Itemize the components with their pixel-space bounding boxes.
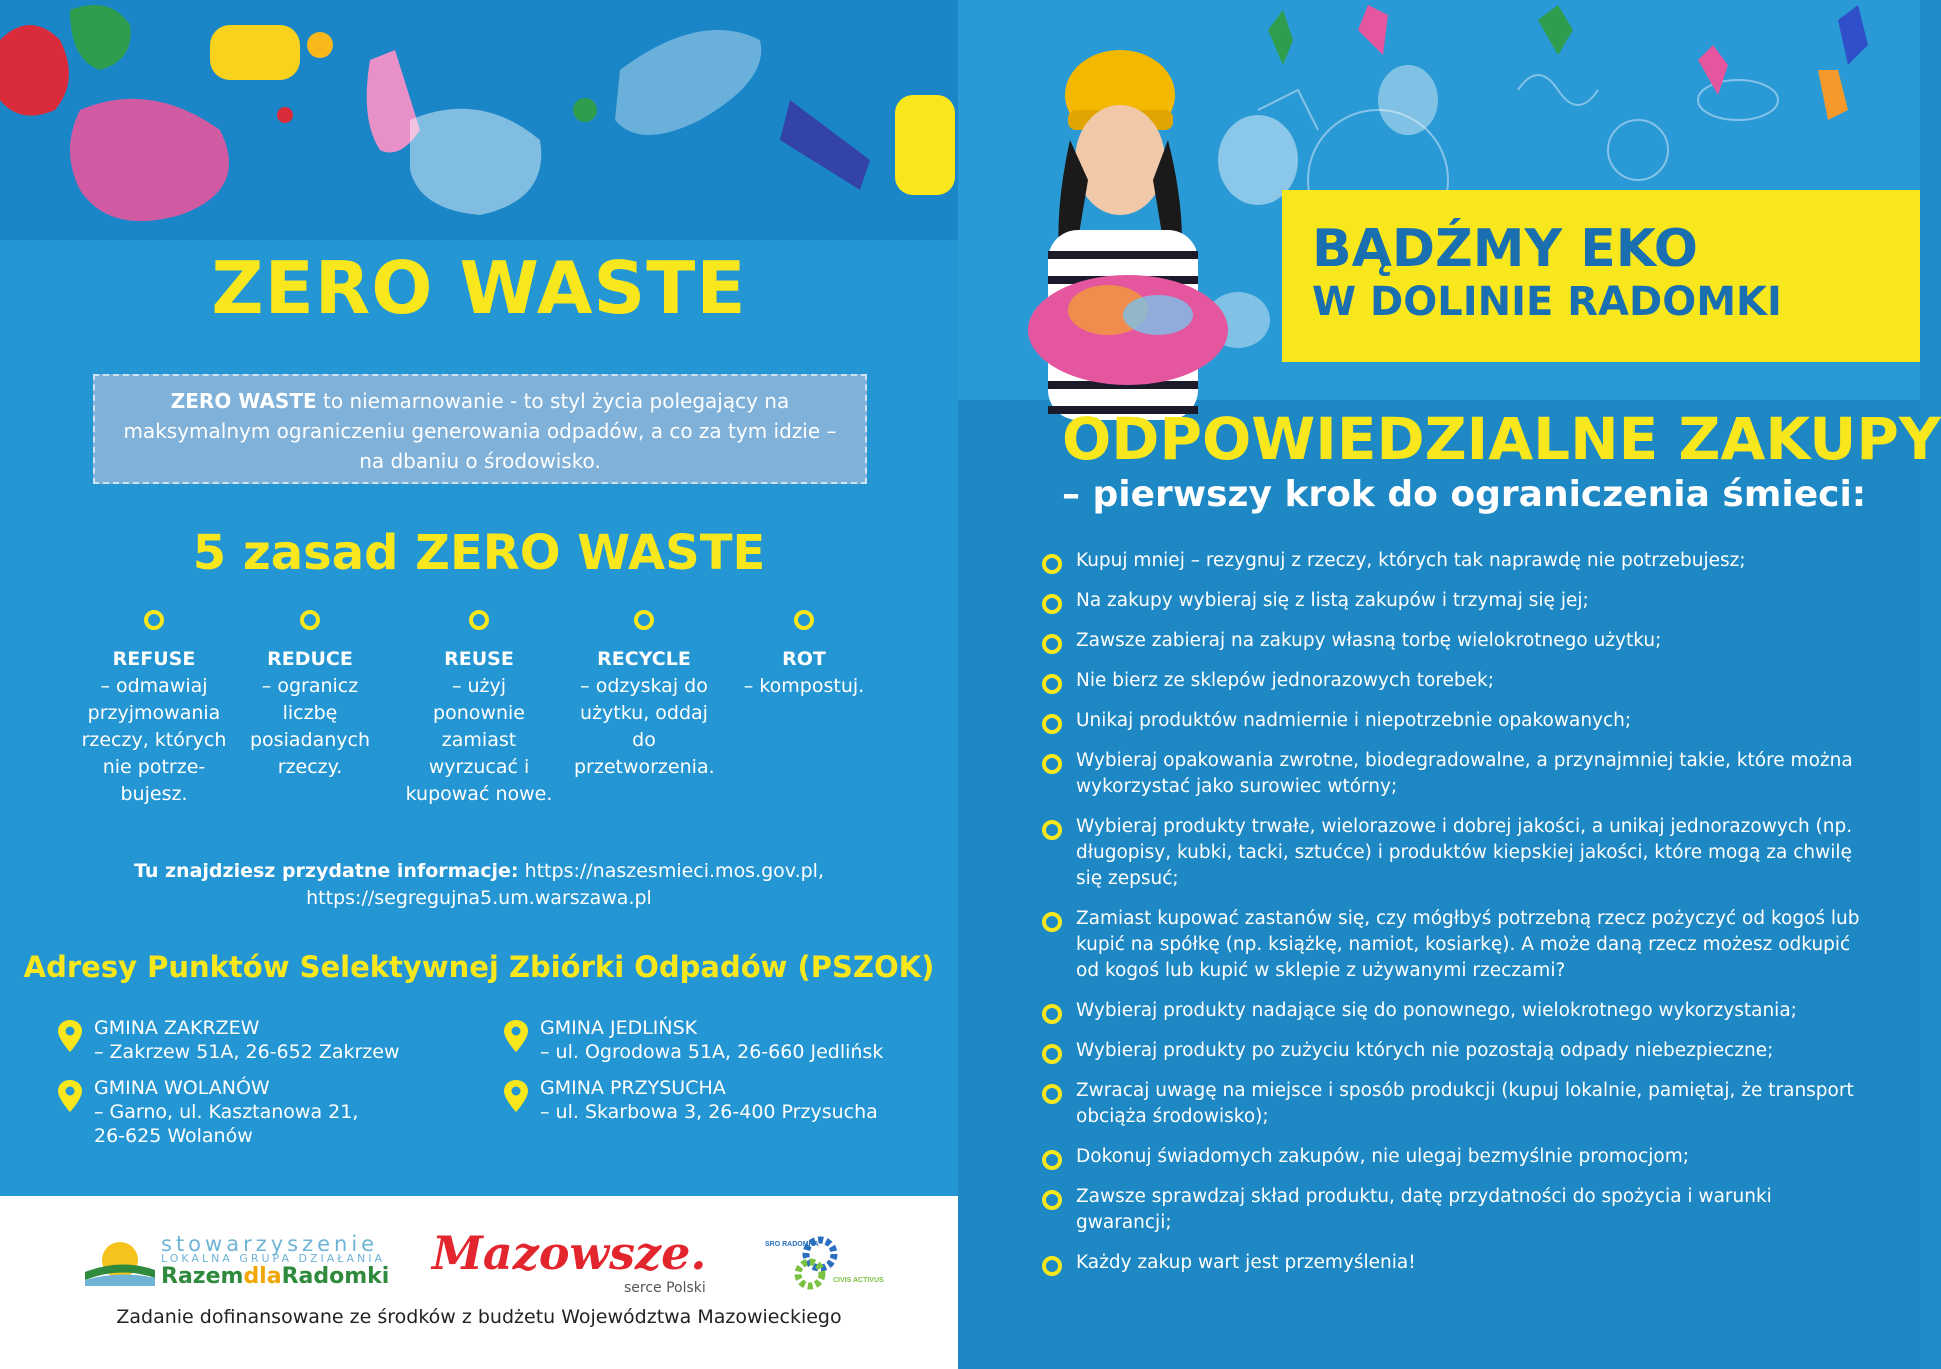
rule-description: – ogranicz liczbę posiadanych rzeczy. <box>250 675 370 778</box>
rule-rot <box>734 610 874 700</box>
location-pin-icon <box>504 1020 528 1052</box>
ring-bullet-icon <box>1042 1084 1062 1104</box>
list-item: Wybieraj produkty nadające się do ponownego, wielokrotnego wykorzystania; <box>1042 998 1862 1024</box>
rule-description: – odzyskaj do użytku, oddaj do przetworzenia. <box>574 675 715 778</box>
funding-note: Zadanie dofinansowane ze środków z budżetu Województwa Mazowieckiego <box>116 1306 842 1328</box>
ring-bullet-icon <box>144 610 164 630</box>
list-item: Unikaj produktów nadmiernie i niepotrzebnie opakowanych; <box>1042 708 1862 734</box>
rules-title: 5 zasad ZERO WASTE <box>192 525 766 581</box>
eko-line-1: BĄDŹMY EKO <box>1312 219 1698 279</box>
sun-field-logo-icon <box>85 1236 155 1286</box>
list-item: Wybieraj opakowania zwrotne, biodegradowalne, a przynajmniej takie, które można wykorzystać jako surowiec wtórny; <box>1042 748 1862 800</box>
address-line: 26-625 Wolanów <box>94 1125 253 1147</box>
eko-line-2: W DOLINIE RADOMKI <box>1312 279 1782 325</box>
ring-bullet-icon <box>1042 594 1062 614</box>
ring-bullet-icon <box>469 610 489 630</box>
useful-info <box>0 858 958 912</box>
ring-bullet-icon <box>1042 754 1062 774</box>
rule-name: RECYCLE <box>597 648 691 670</box>
shopping-tips-list <box>1042 548 1862 1276</box>
info-link-1[interactable]: https://naszesmieci.mos.gov.pl, <box>524 860 824 882</box>
right-panel <box>958 0 1941 1369</box>
rule-name: REDUCE <box>267 648 353 670</box>
rule-name: REFUSE <box>112 648 196 670</box>
rule-reduce <box>250 610 370 781</box>
address-name: GMINA PRZYSUCHA <box>540 1077 726 1099</box>
address-line: – ul. Ogrodowa 51A, 26-660 Jedlińsk <box>540 1041 884 1063</box>
mazowsze-tagline: serce Polski <box>624 1280 706 1296</box>
responsible-shopping-subtitle: – pierwszy krok do ograniczenia śmieci: <box>1062 474 1867 515</box>
rule-description: – użyj ponownie zamiast wyrzucać i kupować nowe. <box>405 675 553 805</box>
eko-banner <box>1282 190 1920 362</box>
logo3-text-a: SRO RADOMKA <box>765 1241 819 1248</box>
pszok-title: Adresy Punktów Selektywnej Zbiórki Odpadów (PSZOK) <box>23 950 935 984</box>
rule-recycle <box>574 610 714 781</box>
list-item: Wybieraj produkty trwałe, wielorazowe i dobrej jakości, a unikaj jednorazowych (np. długopisy, kubki, tacki, sztućce) i produktów kiepskiej jakości, które mogą za chwilę się zepsuć; <box>1042 814 1862 892</box>
razem-dla-radomki-logo <box>85 1232 395 1292</box>
list-item: Zawsze sprawdzaj skład produktu, datę przydatności do spożycia i warunki gwarancji; <box>1042 1184 1862 1236</box>
plastic-waste-photo <box>0 0 958 240</box>
address-zakrzew <box>58 1016 478 1064</box>
ring-bullet-icon <box>1042 714 1062 734</box>
ring-bullet-icon <box>300 610 320 630</box>
address-line: – Garno, ul. Kasztanowa 21, <box>94 1101 359 1123</box>
sponsor-footer <box>0 1196 958 1369</box>
civis-activus-logo <box>765 1226 884 1296</box>
list-item: Wybieraj produkty po zużyciu których nie pozostają odpady niebezpieczne; <box>1042 1038 1862 1064</box>
location-pin-icon <box>58 1080 82 1112</box>
list-item: Każdy zakup wart jest przemyślenia! <box>1042 1250 1862 1276</box>
list-item: Zamiast kupować zastanów się, czy mógłbyś potrzebną rzecz pożyczyć od kogoś lub kupić na spółkę (np. książkę, namiot, kosiarkę). A może daną rzecz możesz odkupić od kogoś lub kupić w sklepie z używanymi rzeczami? <box>1042 906 1862 984</box>
ring-bullet-icon <box>1042 674 1062 694</box>
ring-bullet-icon <box>794 610 814 630</box>
rule-description: – kompostuj. <box>743 675 865 697</box>
rule-name: REUSE <box>444 648 514 670</box>
address-jedlinsk <box>504 1016 924 1064</box>
address-wolanow <box>58 1076 478 1148</box>
info-label: Tu znajdziesz przydatne informacje: <box>133 860 519 882</box>
list-item: Kupuj mniej – rezygnuj z rzeczy, których tak naprawdę nie potrzebujesz; <box>1042 548 1862 574</box>
list-item: Na zakupy wybieraj się z listą zakupów i trzymaj się jej; <box>1042 588 1862 614</box>
address-name: GMINA JEDLIŃSK <box>540 1017 698 1039</box>
info-link-2[interactable]: https://segregujna5.um.warszawa.pl <box>306 887 652 909</box>
ring-bullet-icon <box>1042 1044 1062 1064</box>
definition-text: to niemarnowanie - to styl życia polegający na maksymalnym ograniczeniu generowania odpadów, a co za tym idzie – na dbaniu o środowisko. <box>123 389 837 473</box>
address-line: – Zakrzew 51A, 26-652 Zakrzew <box>94 1041 400 1063</box>
definition-term: ZERO WASTE <box>170 389 317 413</box>
mazowsze-wordmark: Mazowsze. <box>432 1226 707 1280</box>
rule-description: – odmawiaj przyjmowania rzeczy, których nie potrze-bujesz. <box>81 675 227 805</box>
definition-box <box>93 374 867 484</box>
ring-bullet-icon <box>1042 1190 1062 1210</box>
rule-name: ROT <box>782 648 826 670</box>
zero-waste-title: ZERO WASTE <box>211 246 747 330</box>
mazowsze-logo <box>432 1226 722 1296</box>
left-panel <box>0 0 958 1369</box>
location-pin-icon <box>58 1020 82 1052</box>
rule-reuse <box>404 610 554 808</box>
list-item: Zwracaj uwagę na miejsce i sposób produkcji (kupuj lokalnie, pamiętaj, że transport obciąża środowisko); <box>1042 1078 1862 1130</box>
address-name: GMINA ZAKRZEW <box>94 1017 260 1039</box>
list-item: Nie bierz ze sklepów jednorazowych torebek; <box>1042 668 1862 694</box>
logo3-text-b: CIVIS ACTIVUS <box>833 1277 884 1284</box>
ring-bullet-icon <box>1042 634 1062 654</box>
rule-refuse <box>74 610 234 808</box>
list-item: Dokonuj świadomych zakupów, nie ulegaj bezmyślnie promocjom; <box>1042 1144 1862 1170</box>
logo-line-1: stowarzyszenie <box>161 1232 379 1256</box>
zero-waste-rules <box>74 610 898 810</box>
address-name: GMINA WOLANÓW <box>94 1077 270 1099</box>
ring-bullet-icon <box>1042 912 1062 932</box>
responsible-shopping-title: ODPOWIEDZIALNE ZAKUPY <box>1062 405 1941 473</box>
address-przysucha <box>504 1076 924 1124</box>
ring-bullet-icon <box>1042 1004 1062 1024</box>
ring-bullet-icon <box>1042 820 1062 840</box>
logo-line-2: LOKALNA GRUPA DZIAŁANIA <box>161 1252 385 1265</box>
ring-bullet-icon <box>1042 554 1062 574</box>
gear-logo-icon <box>765 1226 884 1296</box>
ring-bullet-icon <box>1042 1256 1062 1276</box>
ring-bullet-icon <box>1042 1150 1062 1170</box>
plastic-waste-illustration <box>0 0 958 240</box>
woman-holding-plastic-icon <box>1008 40 1238 420</box>
list-item: Zawsze zabieraj na zakupy własną torbę wielokrotnego użytku; <box>1042 628 1862 654</box>
ring-bullet-icon <box>634 610 654 630</box>
logo-name: RazemdlaRadomki <box>161 1264 390 1289</box>
location-pin-icon <box>504 1080 528 1112</box>
address-line: – ul. Skarbowa 3, 26-400 Przysucha <box>540 1101 878 1123</box>
